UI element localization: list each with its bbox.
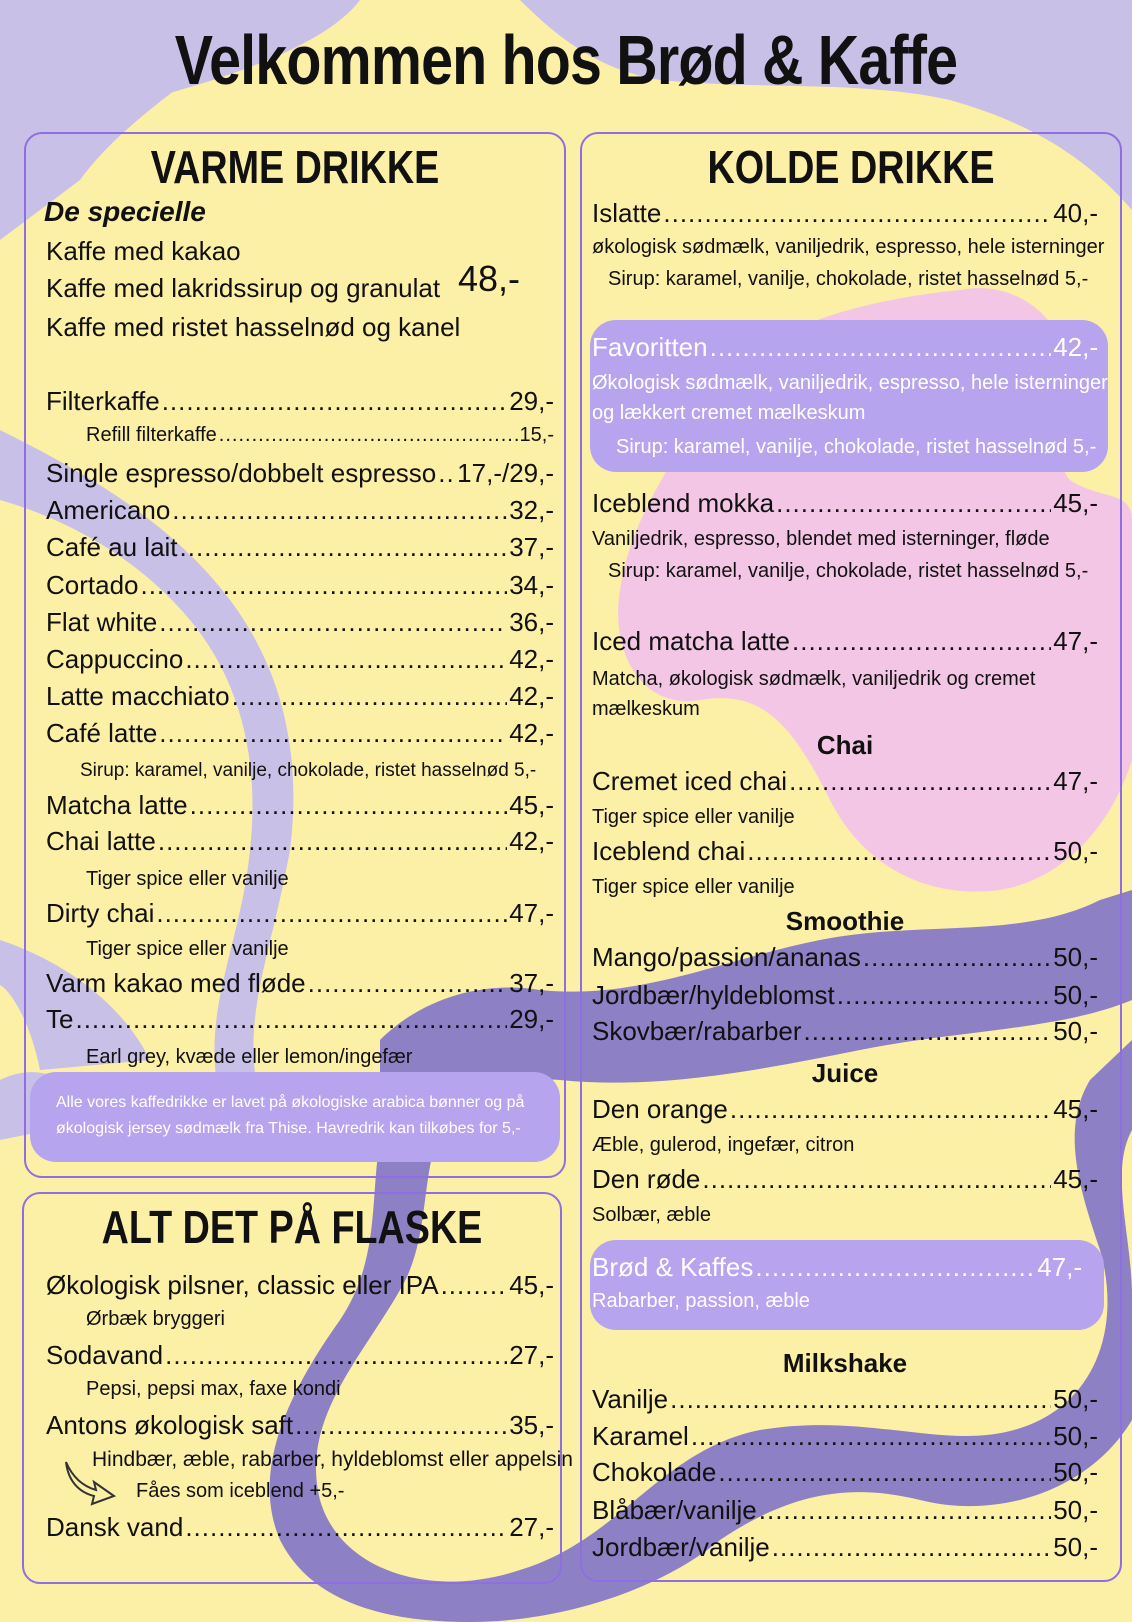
dot-leader	[747, 836, 1051, 867]
menu-item-name: Cortado	[46, 570, 139, 600]
menu-item-price: 45,-	[1053, 1164, 1098, 1194]
menu-item-price: 37,-	[509, 532, 554, 562]
menu-item-description: Sirup: karamel, vanilje, chokolade, ristet hasselnød 5,-	[80, 760, 537, 781]
menu-item-price: 50,-	[1053, 1457, 1098, 1487]
menu-item-name: Café au lait	[46, 532, 178, 562]
menu-item-description: Tiger spice eller vanilje	[592, 876, 795, 898]
dot-leader	[190, 790, 508, 821]
menu-item	[46, 1340, 554, 1371]
menu-item-description: Earl grey, kvæde eller lemon/ingefær	[86, 1046, 413, 1068]
menu-item-price: 50,-	[1053, 1384, 1098, 1414]
section-heading: Juice	[811, 1058, 879, 1088]
menu-item-description: Tiger spice eller vanilje	[86, 868, 289, 890]
dot-leader	[185, 644, 507, 675]
menu-item-price: 29,-	[509, 1004, 554, 1034]
dot-leader	[718, 1457, 1051, 1488]
menu-item-price: 47,-	[1037, 1252, 1082, 1282]
menu-item-name: Jordbær/vanilje	[592, 1532, 770, 1562]
menu-item-price: 29,-	[509, 386, 554, 416]
menu-item-name: Latte macchiato	[46, 681, 230, 711]
menu-item-description: Hindbær, æble, rabarber, hyldeblomst eller appelsin	[92, 1448, 573, 1471]
menu-item-price: 32,-	[509, 495, 554, 525]
menu-item-name: Americano	[46, 495, 171, 525]
menu-item-price: 50,-	[1053, 1532, 1098, 1562]
special-item: Kaffe med kakao	[46, 236, 241, 266]
menu-item-name: Antons økologisk saft	[46, 1410, 294, 1440]
dot-leader	[702, 1164, 1051, 1195]
dot-leader	[232, 681, 508, 712]
menu-item-description: og lækkert cremet mælkeskum	[592, 402, 866, 424]
dot-leader	[75, 1004, 507, 1035]
special-item: Kaffe med lakridssirup og granulat	[46, 273, 441, 303]
cold-drinks-heading: KOLDE DRIKKE	[707, 141, 995, 193]
menu-item-price: 50,-	[1053, 836, 1098, 866]
menu-item-description: økologisk sødmælk, vaniljedrik, espresso, hele isterninger	[592, 236, 1105, 258]
dot-leader	[759, 1495, 1051, 1526]
menu-item-name: Flat white	[46, 607, 158, 637]
dot-leader	[438, 458, 455, 489]
menu-item-description: Matcha, økologisk sødmælk, vaniljedrik og cremet	[592, 668, 1036, 690]
menu-item-price: 45,-	[1053, 1094, 1098, 1124]
menu-item-name: Jordbær/hyldeblomst	[592, 980, 835, 1010]
menu-item-description: mælkeskum	[592, 698, 700, 720]
menu-item	[592, 332, 1098, 363]
menu-item	[592, 1164, 1098, 1195]
dot-leader	[172, 495, 507, 526]
menu-item-price: 42,-	[509, 644, 554, 674]
menu-item-price: 50,-	[1053, 942, 1098, 972]
menu-item	[46, 644, 554, 675]
dot-leader	[663, 198, 1051, 229]
menu-item	[592, 1532, 1098, 1563]
page-title: Velkommen hos Brød & Kaffe	[174, 21, 958, 99]
menu-item-description: Rabarber, passion, æble	[592, 1290, 810, 1312]
menu-item-price: 45,-	[509, 1270, 554, 1300]
menu-item-price: 17,-/29,-	[457, 458, 554, 488]
dot-leader	[691, 1421, 1051, 1452]
coffee-note-line: økologisk jersey sødmælk fra Thise. Havredrik kan tilkøbes for 5,-	[56, 1120, 521, 1137]
menu-item-name: Iceblend mokka	[592, 488, 775, 518]
menu-item-price: 50,-	[1053, 1016, 1098, 1046]
dot-leader	[159, 607, 507, 638]
dot-leader	[180, 532, 508, 563]
menu-item-name: Sodavand	[46, 1340, 164, 1370]
dot-leader	[730, 1094, 1051, 1125]
dot-leader	[710, 332, 1052, 363]
menu-item-description: Ørbæk bryggeri	[86, 1308, 225, 1330]
menu-item-name: Dansk vand	[46, 1512, 184, 1542]
menu-item	[592, 766, 1098, 797]
dot-leader	[863, 942, 1051, 973]
dot-leader	[185, 1512, 507, 1543]
menu-item	[592, 1421, 1098, 1452]
menu-item-price: 50,-	[1053, 980, 1098, 1010]
menu-item-description: Økologisk sødmælk, vaniljedrik, espresso, hele isterninger	[592, 372, 1108, 394]
menu-item-name: Islatte	[592, 198, 662, 228]
menu-item-name: Te	[46, 1004, 74, 1034]
menu-item	[46, 681, 554, 712]
dot-leader	[837, 980, 1051, 1011]
menu-item	[592, 1094, 1098, 1125]
dot-leader	[162, 386, 508, 417]
menu-item	[46, 1270, 554, 1301]
dot-leader	[441, 1270, 508, 1301]
dot-leader	[219, 424, 518, 447]
menu-item-name: Brød & Kaffes	[592, 1252, 754, 1282]
section-heading: Smoothie	[785, 906, 905, 936]
dot-leader	[156, 898, 507, 929]
menu-item-price: 45,-	[509, 790, 554, 820]
menu-item-name: Cappuccino	[46, 644, 184, 674]
specials-heading: De specielle	[44, 196, 206, 227]
menu-item-price: 27,-	[509, 1512, 554, 1542]
dot-leader	[776, 488, 1051, 519]
menu-item-price: 47,-	[1053, 766, 1098, 796]
menu-item-name: Den orange	[592, 1094, 728, 1124]
menu-item-description: Tiger spice eller vanilje	[592, 806, 795, 828]
menu-item-price: 35,-	[509, 1410, 554, 1440]
section-heading: Chai	[816, 730, 874, 760]
menu-item-name: Den røde	[592, 1164, 701, 1194]
section-heading: Milkshake	[782, 1348, 908, 1378]
menu-item-name: Skovbær/rabarber	[592, 1016, 802, 1046]
dot-leader	[308, 968, 508, 999]
dot-leader	[772, 1532, 1051, 1563]
dot-leader	[295, 1410, 507, 1441]
menu-item-price: 45,-	[1053, 488, 1098, 518]
menu-item-name: Cremet iced chai	[592, 766, 788, 796]
menu-item-name: Iced matcha latte	[592, 626, 790, 656]
menu-item	[592, 1016, 1098, 1047]
dot-leader	[789, 766, 1051, 797]
menu-item-price: 47,-	[1053, 626, 1098, 656]
menu-item	[46, 495, 554, 526]
special-price: 48,-	[458, 258, 521, 299]
menu-item	[46, 532, 554, 563]
warm-drinks-heading: VARME DRIKKE	[150, 141, 440, 193]
dot-leader	[792, 626, 1051, 657]
menu-item-name: Økologisk pilsner, classic eller IPA	[46, 1270, 439, 1300]
menu-item-price: 34,-	[509, 570, 554, 600]
menu-item	[46, 458, 554, 489]
menu-item-name: Chai latte	[46, 826, 156, 856]
menu-item	[592, 1252, 1082, 1283]
menu-item	[592, 1384, 1098, 1415]
menu-item-description: Solbær, æble	[592, 1204, 711, 1226]
menu-item-name: Matcha latte	[46, 790, 188, 820]
menu-item-price: 50,-	[1053, 1421, 1098, 1451]
menu-item-price: 37,-	[509, 968, 554, 998]
menu-item	[86, 424, 554, 447]
menu-item	[46, 386, 554, 417]
dot-leader	[670, 1384, 1051, 1415]
menu-item-name: Vanilje	[592, 1384, 669, 1414]
menu-item-price: 47,-	[509, 898, 554, 928]
dot-leader	[141, 570, 508, 601]
menu-item	[46, 1410, 554, 1441]
dot-leader	[755, 1252, 1035, 1283]
menu-item-price: 27,-	[509, 1340, 554, 1370]
dot-leader	[165, 1340, 507, 1371]
coffee-note-line: Alle vores kaffedrikke er lavet på økologiske arabica bønner og på	[56, 1094, 525, 1111]
menu-item	[46, 607, 554, 638]
menu-item-name: Varm kakao med fløde	[46, 968, 306, 998]
menu-item-description: Vaniljedrik, espresso, blendet med isterninger, fløde	[592, 528, 1050, 550]
menu-item-name: Café latte	[46, 718, 158, 748]
menu-item-name: Mango/passion/ananas	[592, 942, 861, 972]
menu-item	[592, 836, 1098, 867]
menu-item-name: Dirty chai	[46, 898, 155, 928]
menu-item-description: Pepsi, pepsi max, faxe kondi	[86, 1378, 341, 1400]
menu-item	[46, 570, 554, 601]
menu-item-name: Single espresso/dobbelt espresso	[46, 458, 437, 488]
menu-item	[592, 980, 1098, 1011]
menu-item	[46, 826, 554, 857]
menu-item	[46, 968, 554, 999]
menu-item-price: 42,-	[509, 718, 554, 748]
menu-item	[46, 718, 554, 749]
menu-item-name: Chokolade	[592, 1457, 717, 1487]
special-item: Kaffe med ristet hasselnød og kanel	[46, 312, 461, 342]
menu-item	[592, 942, 1098, 973]
menu-item	[46, 790, 554, 821]
menu-item-price: 50,-	[1053, 1495, 1098, 1525]
dot-leader	[159, 718, 507, 749]
menu-item-name: Karamel	[592, 1421, 689, 1451]
menu-item-name: Favoritten	[592, 332, 708, 362]
menu-item	[46, 1004, 554, 1035]
menu-item	[592, 1495, 1098, 1526]
menu-item-price: 36,-	[509, 607, 554, 637]
menu-item-description: Æble, gulerod, ingefær, citron	[592, 1134, 855, 1156]
menu-item-name: Refill filterkaffe	[86, 424, 217, 446]
menu-item-price: 42,-	[1053, 332, 1098, 362]
menu-item-price: 42,-	[509, 681, 554, 711]
menu-item-price: 42,-	[509, 826, 554, 856]
menu-item-name: Filterkaffe	[46, 386, 160, 416]
menu-item-description: Fåes som iceblend +5,-	[136, 1480, 345, 1502]
menu-item	[46, 1512, 554, 1543]
menu-item	[46, 898, 554, 929]
menu-item-price: 15,-	[519, 424, 554, 446]
menu-item-price: 40,-	[1053, 198, 1098, 228]
menu-item-description: Sirup: karamel, vanilje, chokolade, ristet hasselnød 5,-	[608, 268, 1089, 290]
menu-item-description: Tiger spice eller vanilje	[86, 938, 289, 960]
menu-item	[592, 1457, 1098, 1488]
dot-leader	[804, 1016, 1052, 1047]
menu-item-name: Iceblend chai	[592, 836, 746, 866]
menu-item	[592, 626, 1098, 657]
menu-item-description: Sirup: karamel, vanilje, chokolade, ristet hasselnød 5,-	[608, 560, 1089, 582]
menu-item	[592, 198, 1098, 229]
bottle-heading: ALT DET PÅ FLASKE	[101, 1201, 483, 1253]
arrow-icon	[62, 1458, 118, 1506]
menu-item-name: Blåbær/vanilje	[592, 1495, 757, 1525]
menu-item	[592, 488, 1098, 519]
menu-item-description: Sirup: karamel, vanilje, chokolade, ristet hasselnød 5,-	[616, 436, 1097, 458]
coffee-note-box	[30, 1072, 560, 1162]
dot-leader	[158, 826, 507, 857]
